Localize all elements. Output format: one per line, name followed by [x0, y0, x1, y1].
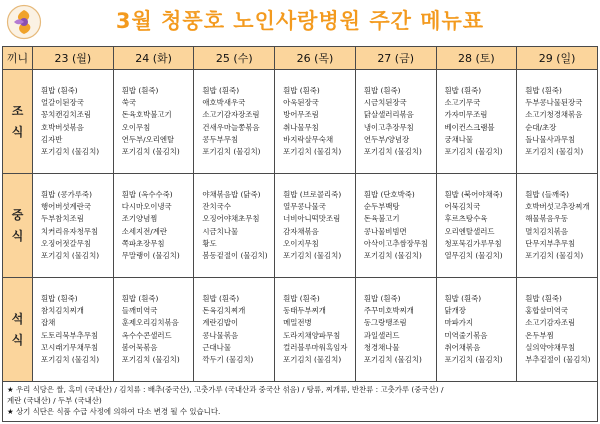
- menu-item: 꽁치캔김치조림: [41, 110, 91, 120]
- menu-item: 과일샐러드: [363, 330, 400, 340]
- menu-item: 마파가지: [444, 318, 474, 328]
- menu-item: 메밀전병: [283, 318, 312, 328]
- menu-item: 냉이고추장무침: [363, 122, 414, 132]
- menu-item: 멸치김치볶음: [525, 226, 569, 236]
- menu-item: 얼갈이된장국: [41, 98, 84, 108]
- menu-item: 오징어젓갈무침: [41, 238, 91, 248]
- menu-item: 도라지채양파무침: [283, 330, 341, 340]
- menu-item: 순두부백탕: [363, 202, 400, 212]
- menu-item: 순대/초장: [525, 122, 557, 132]
- menu-item: 방어무조림: [283, 110, 319, 120]
- menu-cell: [33, 278, 114, 382]
- menu-item: 포기김치 (물김치): [363, 250, 422, 260]
- menu-item: 흰밥 (흰죽): [283, 85, 320, 95]
- menu-item: 콩나물비빔면: [363, 226, 407, 236]
- menu-item: 오징어야채초무침: [202, 214, 260, 224]
- menu-item: 포기김치 (물김치): [41, 250, 100, 260]
- notes-box: [2, 382, 598, 422]
- menu-item: 흰밥 (흰죽): [283, 293, 320, 303]
- menu-cell: [517, 70, 598, 174]
- note-origin-line-2: 계란 (국내산) / 두부 (국내산): [7, 396, 102, 405]
- menu-item: 콩두부무침: [202, 134, 239, 144]
- day-header: 26 (목): [275, 47, 356, 70]
- menu-item: 애호박새우국: [202, 98, 246, 108]
- menu-cell: [517, 278, 598, 382]
- menu-item: 흰밥 (흰죽): [444, 85, 482, 95]
- menu-item: 미역줄기볶음: [444, 330, 488, 340]
- menu-item: 다시마오이냉국: [121, 202, 172, 212]
- day-header: 28 (토): [436, 47, 517, 70]
- menu-table: [2, 46, 598, 382]
- menu-cell: [355, 278, 436, 382]
- menu-item: 치커리유자청무침: [41, 226, 99, 236]
- menu-item: 가자미무조림: [444, 110, 488, 120]
- menu-item: 포기김치 (물김치): [41, 146, 100, 156]
- menu-item: 호박버섯고추장찌개: [525, 202, 590, 212]
- page-title: 3월 청풍호 노인사랑병원 주간 메뉴표: [115, 9, 485, 33]
- day-header: 23 (월): [33, 47, 114, 70]
- menu-item: 주꾸미호박찌개: [363, 306, 414, 316]
- menu-item: 봄어묵볶음: [121, 342, 158, 352]
- menu-cell: [436, 174, 517, 278]
- menu-item: 근대나물: [202, 342, 231, 352]
- menu-item: 건새우마늘쫑볶음: [202, 122, 260, 132]
- meal-label-char: 석: [11, 311, 24, 326]
- menu-item: 흰밥 (흰죽): [444, 293, 482, 303]
- menu-item: 참치김치찌개: [41, 306, 84, 316]
- meal-label-cell: [3, 174, 33, 278]
- menu-cell: [113, 278, 194, 382]
- menu-item: 흰밥 (콩가루죽): [41, 189, 92, 199]
- menu-item: 포기김치 (물김치): [202, 146, 261, 156]
- menu-item: 컬러블루마워흑임자: [283, 342, 348, 352]
- menu-item: 무말랭이 (물김치): [121, 250, 180, 260]
- menu-item: 포기김치 (물김치): [525, 146, 584, 156]
- menu-item: 소고기청경채볶음: [525, 110, 583, 120]
- note-change-notice: ★ 상기 식단은 식품 수급 사정에 의하여 다소 변경 될 수 있습니다.: [7, 407, 221, 416]
- menu-cell: [113, 70, 194, 174]
- meal-row: [3, 174, 598, 278]
- menu-item: 계란김밥이: [202, 318, 239, 328]
- menu-item: 연두부/양념장: [363, 134, 410, 144]
- menu-item: 감자채볶음: [283, 226, 319, 236]
- menu-item: 해물볶음우동: [525, 214, 569, 224]
- menu-cell: [113, 174, 194, 278]
- menu-item: 흰밥 (브로콜리죽): [283, 189, 342, 199]
- menu-item: 꼬시래기무채무침: [41, 342, 99, 352]
- day-header: 24 (화): [113, 47, 194, 70]
- menu-item: 흰밥 (흰죽): [121, 85, 159, 95]
- menu-item: 돈육불고기: [363, 214, 400, 224]
- menu-item: 포기김치 (물김치): [444, 354, 503, 364]
- menu-cell: [194, 174, 275, 278]
- menu-item: 흰밥 (흰죽): [525, 293, 562, 303]
- menu-item: 홍합살미역국: [525, 306, 569, 316]
- menu-item: 청포묵김가루무침: [444, 238, 502, 248]
- menu-item: 봄동겉절이 (물김치): [202, 250, 268, 260]
- menu-item: 포기김치 (물김치): [525, 250, 584, 260]
- menu-item: 아욱된장국: [283, 98, 319, 108]
- menu-item: 소고기감자장조림: [202, 110, 260, 120]
- meal-label-cell: [3, 278, 33, 382]
- menu-item: 흰밥 (흰죽): [121, 293, 159, 303]
- meal-label-char: 식: [11, 124, 24, 139]
- menu-item: 오이지무침: [283, 238, 319, 248]
- menu-item: 포기김치 (물김치): [444, 146, 503, 156]
- meal-label-char: 조: [11, 103, 24, 118]
- menu-cell: [275, 70, 356, 174]
- menu-item: 흰밥 (흰죽): [363, 85, 401, 95]
- menu-item: 깍두기 (물김치): [202, 354, 254, 364]
- menu-cell: [33, 174, 114, 278]
- menu-item: 조기양념찜: [121, 214, 158, 224]
- meal-label-cell: [3, 70, 33, 174]
- menu-item: 실의약야채무침: [525, 342, 576, 352]
- menu-cell: [33, 70, 114, 174]
- menu-item: 단무지부추무침: [525, 238, 576, 248]
- menu-item: 잡채: [41, 318, 56, 328]
- menu-item: 들깨미역국: [121, 306, 158, 316]
- menu-item: 포기김치 (물김치): [121, 354, 180, 364]
- menu-item: 흰밥 (단호박죽): [363, 189, 415, 199]
- menu-item: 베이컨스크램블: [444, 122, 495, 132]
- menu-item: 취어채볶음: [444, 342, 481, 352]
- meal-label-char: 식: [11, 332, 24, 347]
- menu-item: 시금치나물: [202, 226, 239, 236]
- menu-item: 열무콩나물국: [283, 202, 326, 212]
- menu-item: 호박버섯볶음: [41, 122, 84, 132]
- menu-item: 흰밥 (흰죽): [202, 85, 240, 95]
- menu-item: 콩나물볶음: [202, 330, 239, 340]
- menu-item: 어묵김치국: [444, 202, 481, 212]
- menu-cell: [517, 174, 598, 278]
- menu-item: 흰밥 (흰죽): [202, 293, 240, 303]
- menu-cell: [194, 70, 275, 174]
- menu-item: 소세지전/계란: [121, 226, 168, 236]
- menu-item: 닭개장: [444, 306, 466, 316]
- menu-cell: [355, 70, 436, 174]
- menu-item: 훈제오리김치볶음: [121, 318, 179, 328]
- menu-item: 연두부/오리엔탈: [121, 134, 175, 144]
- menu-item: 두부콩나물된장국: [525, 98, 583, 108]
- menu-item: 열무김치 (물김치): [444, 250, 503, 260]
- menu-cell: [436, 278, 517, 382]
- menu-item: 포기김치 (물김치): [363, 146, 422, 156]
- menu-item: 아삭이고추쌈장무침: [363, 238, 429, 248]
- menu-item: 흰밥 (흰죽): [41, 293, 78, 303]
- meal-label-char: 중: [11, 207, 24, 222]
- menu-item: 돈육김치찌개: [202, 306, 246, 316]
- menu-item: 포기김치 (물김치): [121, 146, 180, 156]
- menu-item: 소고기감자조림: [525, 318, 576, 328]
- menu-item: 포기김치 (물김치): [283, 354, 342, 364]
- table-header-row: [3, 47, 598, 70]
- menu-item: 포기김치 (물김치): [41, 354, 100, 364]
- menu-item: 흰밥 (들깨죽): [525, 189, 570, 199]
- menu-item: 야채볶음밥 (닭죽): [202, 189, 261, 199]
- menu-item: 궁채나물: [444, 134, 474, 144]
- menu-item: 흰밥 (흰죽): [525, 85, 562, 95]
- menu-item: 쑥국: [121, 98, 136, 108]
- menu-item: 흰밥 (북어야채죽): [444, 189, 503, 199]
- menu-item: 동태두부찌개: [283, 306, 326, 316]
- day-header: 25 (수): [194, 47, 275, 70]
- meal-column-header: 끼니: [3, 47, 33, 70]
- menu-item: 두부참치조림: [41, 214, 84, 224]
- menu-item: 포기김치 (물김치): [283, 250, 342, 260]
- menu-item: 도토리묵부추무침: [41, 330, 99, 340]
- header: [0, 0, 600, 44]
- meal-label-char: 식: [11, 228, 24, 243]
- menu-item: 너비아니떡맛조림: [283, 214, 341, 224]
- menu-item: 흰밥 (옥수수죽): [121, 189, 173, 199]
- menu-item: 오리엔탈샐러드: [444, 226, 495, 236]
- menu-item: 행어버섯계란국: [41, 202, 91, 212]
- note-origin-line-1: ★ 우리 식당은 쌀, 흑미 (국내산) / 김치류 : 배추(중국산), 고춧가루 (국내산과 중국산 섞음) / 탕류, 찌개류, 반찬류 : 고춧가루 (중국산) /: [7, 385, 444, 394]
- day-header: 27 (금): [355, 47, 436, 70]
- menu-item: 오이무침: [121, 122, 151, 132]
- menu-item: 부추겉절이 (물김치): [525, 354, 591, 364]
- menu-item: 돌나물사과무침: [525, 134, 576, 144]
- menu-item: 쪽파초장무침: [121, 238, 165, 248]
- menu-item: 취나물무침: [283, 122, 319, 132]
- menu-item: 옥수수콘샐러드: [121, 330, 172, 340]
- menu-item: 닭살샐러리볶음: [363, 110, 414, 120]
- meal-row: [3, 278, 598, 382]
- menu-cell: [275, 278, 356, 382]
- menu-item: 소고기무국: [444, 98, 481, 108]
- menu-item: 청경채나물: [363, 342, 400, 352]
- menu-cell: [355, 174, 436, 278]
- menu-cell: [275, 174, 356, 278]
- menu-item: 동그랑땡조림: [363, 318, 407, 328]
- day-header: 29 (일): [517, 47, 598, 70]
- menu-item: 흰밥 (흰죽): [41, 85, 78, 95]
- menu-item: 잔치국수: [202, 202, 231, 212]
- menu-item: 후르츠탕수육: [444, 214, 488, 224]
- menu-item: 김자반: [41, 134, 63, 144]
- menu-item: 황도: [202, 238, 217, 248]
- menu-item: 온두부찜: [525, 330, 554, 340]
- menu-item: 포기김치 (물김치): [363, 354, 422, 364]
- meal-row: [3, 70, 598, 174]
- menu-item: 돈육호박불고기: [121, 110, 172, 120]
- menu-item: 포기김치 (물김치): [283, 146, 342, 156]
- menu-item: 바지락살무숙채: [283, 134, 334, 144]
- menu-item: 시금치된장국: [363, 98, 407, 108]
- menu-item: 흰밥 (흰죽): [363, 293, 401, 303]
- menu-cell: [194, 278, 275, 382]
- menu-cell: [436, 70, 517, 174]
